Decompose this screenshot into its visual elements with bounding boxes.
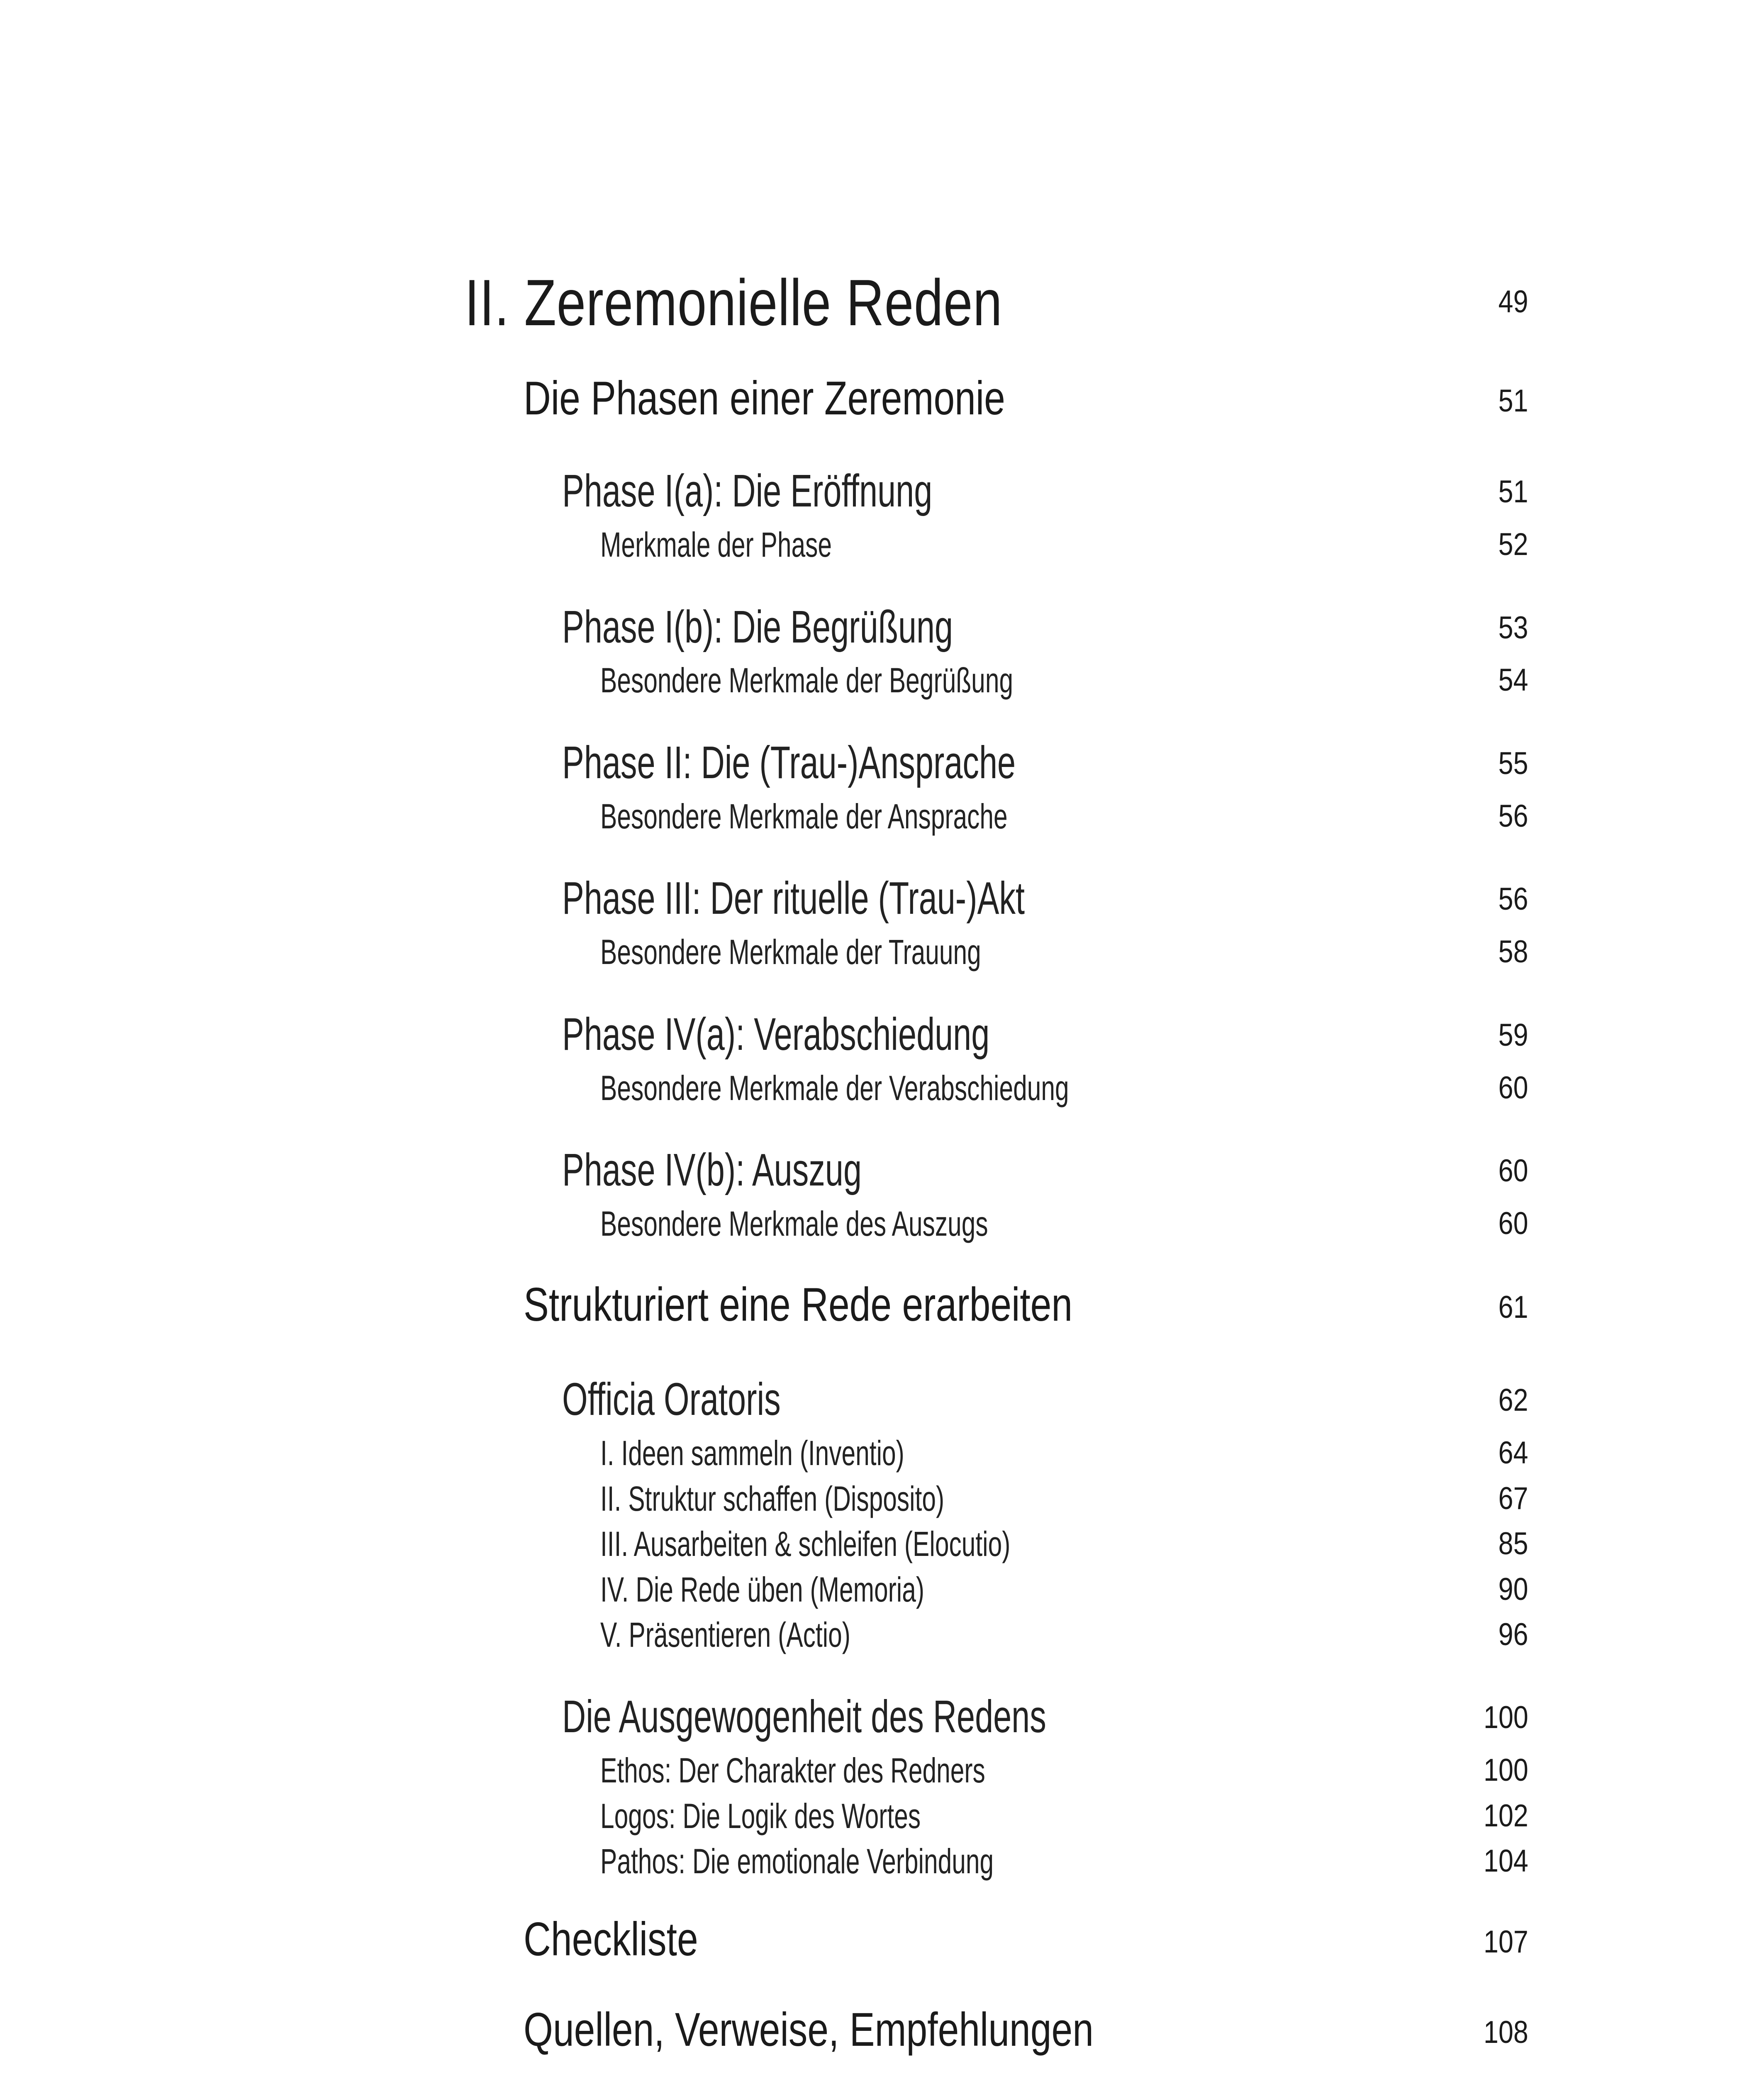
toc-item-title: III. Ausarbeiten & schleifen (Elocutio) <box>600 1524 1011 1563</box>
toc-page-number: 62 <box>1498 1383 1528 1418</box>
toc-page-number: 59 <box>1498 1018 1528 1053</box>
toc-subsection-title: Phase I(a): Die Eröffnung <box>562 465 933 516</box>
toc-page-number: 61 <box>1498 1290 1528 1325</box>
toc-item-title: Besondere Merkmale der Trauung <box>600 932 981 971</box>
toc-item-title: Besondere Merkmale der Ansprache <box>600 797 1008 836</box>
toc-item-title: Besondere Merkmale der Begrüßung <box>600 661 1014 700</box>
toc-subsection-title: Officia Oratoris <box>562 1374 781 1425</box>
toc-page-number: 51 <box>1498 474 1528 509</box>
toc-page-number: 107 <box>1484 1924 1528 1960</box>
toc-page-number: 100 <box>1484 1753 1528 1788</box>
toc-item-title: V. Präsentieren (Actio) <box>600 1615 850 1654</box>
toc-page-number: 60 <box>1498 1153 1528 1188</box>
toc-page-number: 55 <box>1498 746 1528 781</box>
toc-chapter-title: II. Zeremonielle Reden <box>465 266 1003 339</box>
toc-subsection-title: Phase II: Die (Trau-)Ansprache <box>562 737 1016 788</box>
toc-item-title: Besondere Merkmale der Verabschiedung <box>600 1069 1069 1108</box>
toc-item-title: Ethos: Der Charakter des Redners <box>600 1751 985 1790</box>
toc-item-title: Merkmale der Phase <box>600 525 832 564</box>
toc-item-title: IV. Die Rede üben (Memoria) <box>600 1570 925 1609</box>
toc-item-title: I. Ideen sammeln (Inventio) <box>600 1434 904 1473</box>
toc-item-title: II. Struktur schaffen (Disposito) <box>600 1479 945 1518</box>
toc-page-number: 85 <box>1498 1526 1528 1561</box>
toc-page-number: 56 <box>1498 798 1528 834</box>
toc-page-number: 104 <box>1484 1843 1528 1879</box>
toc-page-number: 52 <box>1498 527 1528 562</box>
toc-section-title: Checkliste <box>524 1913 698 1966</box>
toc-item-title: Besondere Merkmale des Auszugs <box>600 1204 988 1243</box>
toc-subsection-title: Die Ausgewogenheit des Redens <box>562 1691 1046 1742</box>
toc-page-number: 96 <box>1498 1617 1528 1652</box>
toc-section-title: Strukturiert eine Rede erarbeiten <box>524 1278 1073 1331</box>
toc-page-number: 100 <box>1484 1700 1528 1735</box>
toc-page-number: 90 <box>1498 1572 1528 1607</box>
toc-subsection-title: Phase IV(a): Verabschiedung <box>562 1009 990 1060</box>
toc-subsection-title: Phase III: Der rituelle (Trau-)Akt <box>562 873 1025 924</box>
toc-page-number: 51 <box>1498 383 1528 419</box>
toc-subsection-title: Phase IV(b): Auszug <box>562 1144 862 1195</box>
toc-page-number: 49 <box>1498 284 1528 319</box>
toc-page-number: 56 <box>1498 881 1528 917</box>
toc-section-title: Die Phasen einer Zeremonie <box>524 372 1005 425</box>
toc-page-number: 58 <box>1498 934 1528 969</box>
toc-page-number: 60 <box>1498 1206 1528 1241</box>
toc-item-title: Pathos: Die emotionale Verbindung <box>600 1842 994 1881</box>
toc-section-title: Quellen, Verweise, Empfehlungen <box>524 2003 1094 2056</box>
toc-item-title: Logos: Die Logik des Wortes <box>600 1796 921 1835</box>
toc-page-number: 54 <box>1498 662 1528 698</box>
toc-subsection-title: Phase I(b): Die Begrüßung <box>562 601 953 652</box>
toc-page-number: 53 <box>1498 610 1528 645</box>
toc-page-number: 67 <box>1498 1481 1528 1516</box>
toc-page-number: 108 <box>1484 2015 1528 2050</box>
toc-page-number: 102 <box>1484 1798 1528 1833</box>
toc-page-number: 60 <box>1498 1070 1528 1105</box>
toc-page-number: 64 <box>1498 1435 1528 1470</box>
